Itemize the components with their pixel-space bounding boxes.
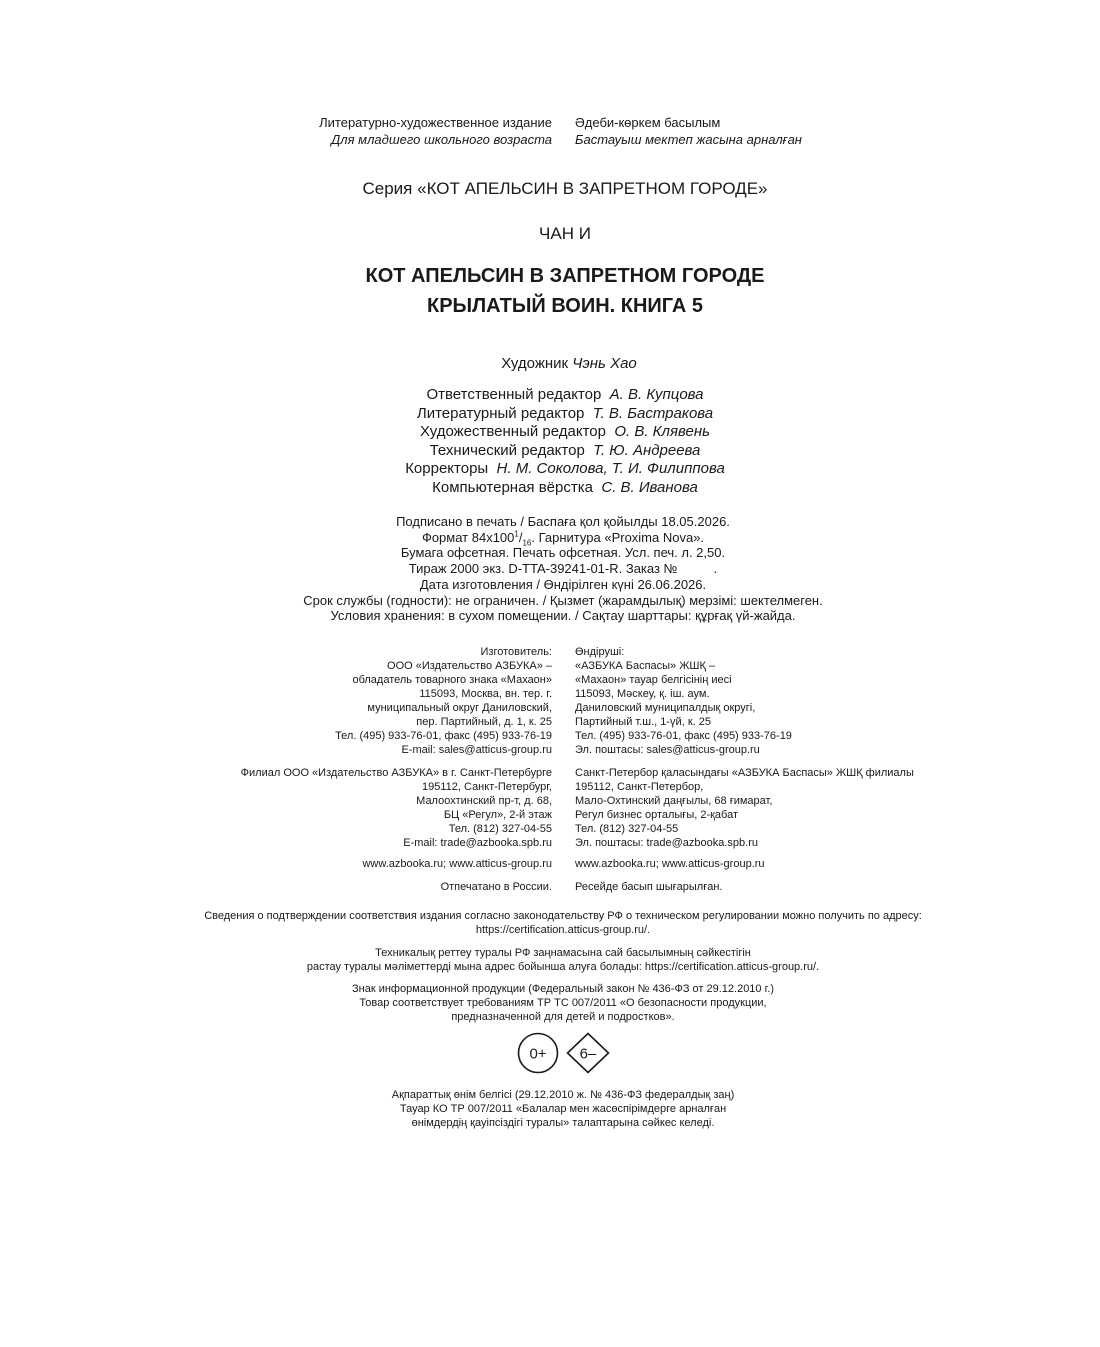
age-group-kz: Бастауыш мектеп жасына арналған [575,132,802,147]
storage-conditions: Условия хранения: в сухом помещении. / Сақтау шарттары: құрғақ үй-жайда. [330,608,796,624]
certification-url: https://certification.atticus-group.ru/. [475,924,651,936]
edition-type-kz: Әдеби-көркем басылым [575,115,721,130]
manufacturer-email: Эл. поштасы: sales@atticus-group.ru [575,744,760,756]
credit-name: Т. Ю. Андреева [593,441,701,459]
branch-email: E-mail: trade@azbooka.spb.ru [403,837,552,849]
manufacturer-line: Тел. (495) 933-76-01, факс (495) 933-76-19 [575,730,792,742]
credit-role: Корректоры [405,460,489,478]
manufacturer-line: Даниловский муниципалдық округі, [575,702,756,714]
branch-line: 195112, Санкт-Петербор, [575,781,704,793]
manufacturer-line: 115093, Москва, вн. тер. г. [419,688,552,700]
credit-row [0,405,1100,424]
artist-name: Чэнь Хао [572,355,637,372]
manufacturer-line: муниципальный округ Даниловский, [367,702,552,714]
editorial-credits [0,386,1100,498]
manufacturer-line: пер. Партийный, д. 1, к. 25 [416,716,552,728]
age-diamond-label: 6– [579,1045,597,1063]
manufacturer-kz [575,645,1015,757]
header-ru [212,114,552,148]
service-life: Срок службы (годности): не ограничен. / Қызмет (жарамдылық) мерзімі: шектелмеген. [303,592,823,608]
credit-name: Т. В. Бастракова [592,404,714,422]
manufacturer-ru [112,645,552,757]
print-run-line: Тираж 2000 экз. D-TTA-39241-01-R. Заказ № . [408,561,718,577]
info-mark-line: Ақпараттық өнім белгісі (29.12.2010 ж. № 436-ФЗ федералдық заң) [391,1089,735,1101]
credit-role: Ответственный редактор [426,386,602,403]
print-details [0,514,1100,624]
book-title-line: КОТ АПЕЛЬСИН В ЗАПРЕТНОМ ГОРОДЕ [365,265,765,287]
manufacturer-line: Тел. (495) 933-76-01, факс (495) 933-76-19 [335,730,552,742]
branch-line: Филиал ООО «Издательство АЗБУКА» в г. Санкт-Петербурге [240,767,552,779]
info-mark-line: өнімдердің қауіпсіздігі туралы» талаптарына сәйкес келеді. [411,1117,715,1129]
info-mark-line: Знак информационной продукции (Федеральный закон № 436-ФЗ от 29.12.2010 г.) [351,983,774,995]
branch-kz [575,766,1015,850]
manufacturer-line: «АЗБУКА Баспасы» ЖШҚ – [575,660,716,672]
credit-role: Технический редактор [429,441,585,459]
credit-name: Н. М. Соколова, Т. И. Филиппова [496,460,725,478]
printed-in-ru: Отпечатано в России. [440,881,552,893]
age-group-ru: Для младшего школьного возраста [331,132,552,147]
age-rating-marks [517,1032,613,1074]
credit-name: О. В. Клявень [614,423,710,441]
manufacturer-line: Партийный т.ш., 1-үй, к. 25 [575,716,711,728]
artist-role: Художник [501,355,569,372]
branch-line: Тел. (812) 327-04-55 [448,823,552,835]
format-denominator: 16 [522,538,532,548]
credit-row [0,479,1100,498]
certification-line: Техникалық реттеу туралы РФ заңнамасына сай басылымның сәйкестігін [375,947,751,959]
certification-line: растау туралы мәліметтерді мына адрес бойынша алуға болады: https://certification.atticus-group.ru/. [306,961,820,973]
format-numerator: 1 [514,529,519,539]
branch-line: Тел. (812) 327-04-55 [575,823,679,835]
certification-ru [0,909,1100,937]
paper-line: Бумага офсетная. Печать офсетная. Усл. печ. л. 2,50. [400,545,726,561]
info-mark-ru [0,982,1100,1024]
info-mark-line: Тауар КО ТР 007/2011 «Балалар мен жасөспірімдерге арналған [399,1103,727,1115]
manufacturer-line: обладатель товарного знака «Махаон» [352,674,552,686]
credit-role: Литературный редактор [416,404,585,422]
manufacturer-line: «Махаон» тауар белгісінің иесі [575,674,732,686]
manufacturer-email: E-mail: sales@atticus-group.ru [401,744,552,756]
author-name: ЧАН И [539,224,591,243]
branch-line: Мало-Охтинский даңғылы, 68 ғимарат, [575,795,773,807]
manufacturer-line: Өндіруші: [575,646,625,658]
format-line [0,530,1100,546]
book-title [0,261,1100,321]
format-prefix: Формат 84x100 [421,529,515,545]
credit-role: Художественный редактор [420,423,606,441]
format-slash: / [518,529,523,545]
credit-row [0,423,1100,442]
certification-kz [0,946,1100,974]
credit-row [0,442,1100,461]
series-title: Серия «КОТ АПЕЛЬСИН В ЗАПРЕТНОМ ГОРОДЕ» [362,179,768,198]
credit-role: Компьютерная вёрстка [432,478,593,496]
printed-in-kz: Ресейде басып шығарылған. [575,881,723,893]
signed-date: Подписано в печать / Баспаға қол қойылды 18.05.2026. [396,514,730,529]
header-kz [575,114,915,148]
artist-credit [0,355,1100,372]
format-suffix: . Гарнитура «Proxima Nova». [531,529,705,545]
credit-name: С. В. Иванова [601,478,698,496]
credit-name: А. В. Купцова [609,386,704,403]
website-ru: www.azbooka.ru; www.atticus-group.ru [362,858,552,870]
edition-type-ru: Литературно-художественное издание [319,115,552,130]
manufacturer-line: ООО «Издательство АЗБУКА» – [387,660,552,672]
certification-line: Сведения о подтверждении соответствия издания согласно законодательству РФ о техническом регулировании можно получить по адресу: [204,910,922,922]
branch-email: Эл. поштасы: trade@azbooka.spb.ru [575,837,758,849]
branch-line: 195112, Санкт-Петербург, [422,781,552,793]
branch-line: Регул бизнес орталығы, 2-қабат [575,809,739,821]
branch-line: Малоохтинский пр-т, д. 68, [416,795,552,807]
manufacturer-line: Изготовитель: [480,646,552,658]
age-circle-label: 0+ [529,1045,547,1063]
branch-line: БЦ «Регул», 2-й этаж [443,809,552,821]
info-mark-line: предназначенной для детей и подростков». [451,1011,675,1023]
branch-ru [112,766,552,850]
book-subtitle-line: КРЫЛАТЫЙ ВОИН. КНИГА 5 [427,295,703,317]
credit-row [0,386,1100,405]
branch-line: Санкт-Петербор қаласындағы «АЗБУКА Баспасы» ЖШҚ филиалы [575,767,914,779]
info-mark-kz [0,1088,1100,1130]
manufacturer-line: 115093, Мәскеу, қ. іш. аум. [575,688,710,700]
website-kz: www.azbooka.ru; www.atticus-group.ru [575,858,765,870]
manufacture-date: Дата изготовления / Өндірілген күні 26.06.2026. [419,576,707,592]
info-mark-line: Товар соответствует требованиям ТР ТС 007/2011 «О безопасности продукции, [359,997,767,1009]
credit-row [0,460,1100,479]
